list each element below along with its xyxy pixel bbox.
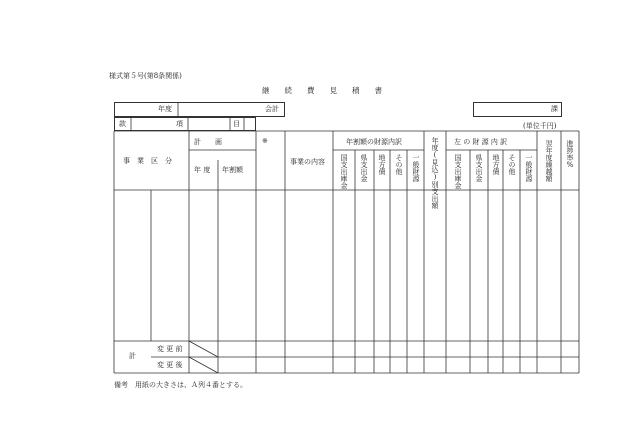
henko-mae-label: 変 更 前 [157, 345, 183, 353]
kou-label: 項 [176, 120, 183, 128]
kokko2-header: 国支出庫金 [454, 154, 462, 189]
ippan-header: 一般財源 [412, 154, 420, 182]
ippan2-header: 一般財源 [525, 154, 533, 182]
remarks-note: 備考 用紙の大きさは、Ａ列４番とする。 [114, 381, 247, 389]
keikaku-nendo-header: 年 度 [194, 166, 211, 174]
department-label: 課 [551, 105, 558, 113]
unit-label: (単位千円) [523, 122, 557, 130]
henko-go-label: 変 更 後 [157, 361, 183, 369]
kokko-header: 国支出庫金 [340, 154, 348, 189]
sonota2-header: その他 [508, 154, 516, 175]
chihosai-header: 地方債 [378, 154, 386, 175]
jigyo-kubun-header: 事 業 区 分 [123, 157, 172, 165]
account-label: 会計 [265, 105, 279, 113]
kan-label: 款 [119, 120, 126, 128]
kei-label: 計 [129, 352, 136, 360]
yokunen-header: 翌年度繰越額 [545, 140, 553, 182]
jigyo-naiyo-header: 事業の内容 [290, 158, 325, 166]
keikaku-nenwari-header: 年割額 [222, 166, 243, 174]
sonota-header: その他 [395, 154, 403, 175]
form-number: 様式第５号(第8条関係) [109, 72, 182, 80]
kome-mark: ※ [262, 137, 268, 145]
shincho-header: 進捗率% [566, 140, 574, 169]
hidari-zaigen-header: 左 の 財 源 内 訳 [454, 138, 508, 146]
fiscal-year-label: 年度 [158, 105, 172, 113]
nenwari-zaigen-header: 年割額の財源内訳 [346, 138, 402, 146]
document-title: 継 続 費 見 積 書 [262, 86, 382, 95]
chihosai2-header: 地方債 [492, 154, 500, 175]
moku-label: 目 [233, 120, 240, 128]
kenshishutsu-header: 県支出金 [360, 154, 368, 182]
keikaku-header: 計 画 [194, 138, 222, 146]
kenshishutsu2-header: 県支出金 [475, 154, 483, 182]
mikomi-header: 年度(見込)別支出額 [431, 137, 439, 209]
